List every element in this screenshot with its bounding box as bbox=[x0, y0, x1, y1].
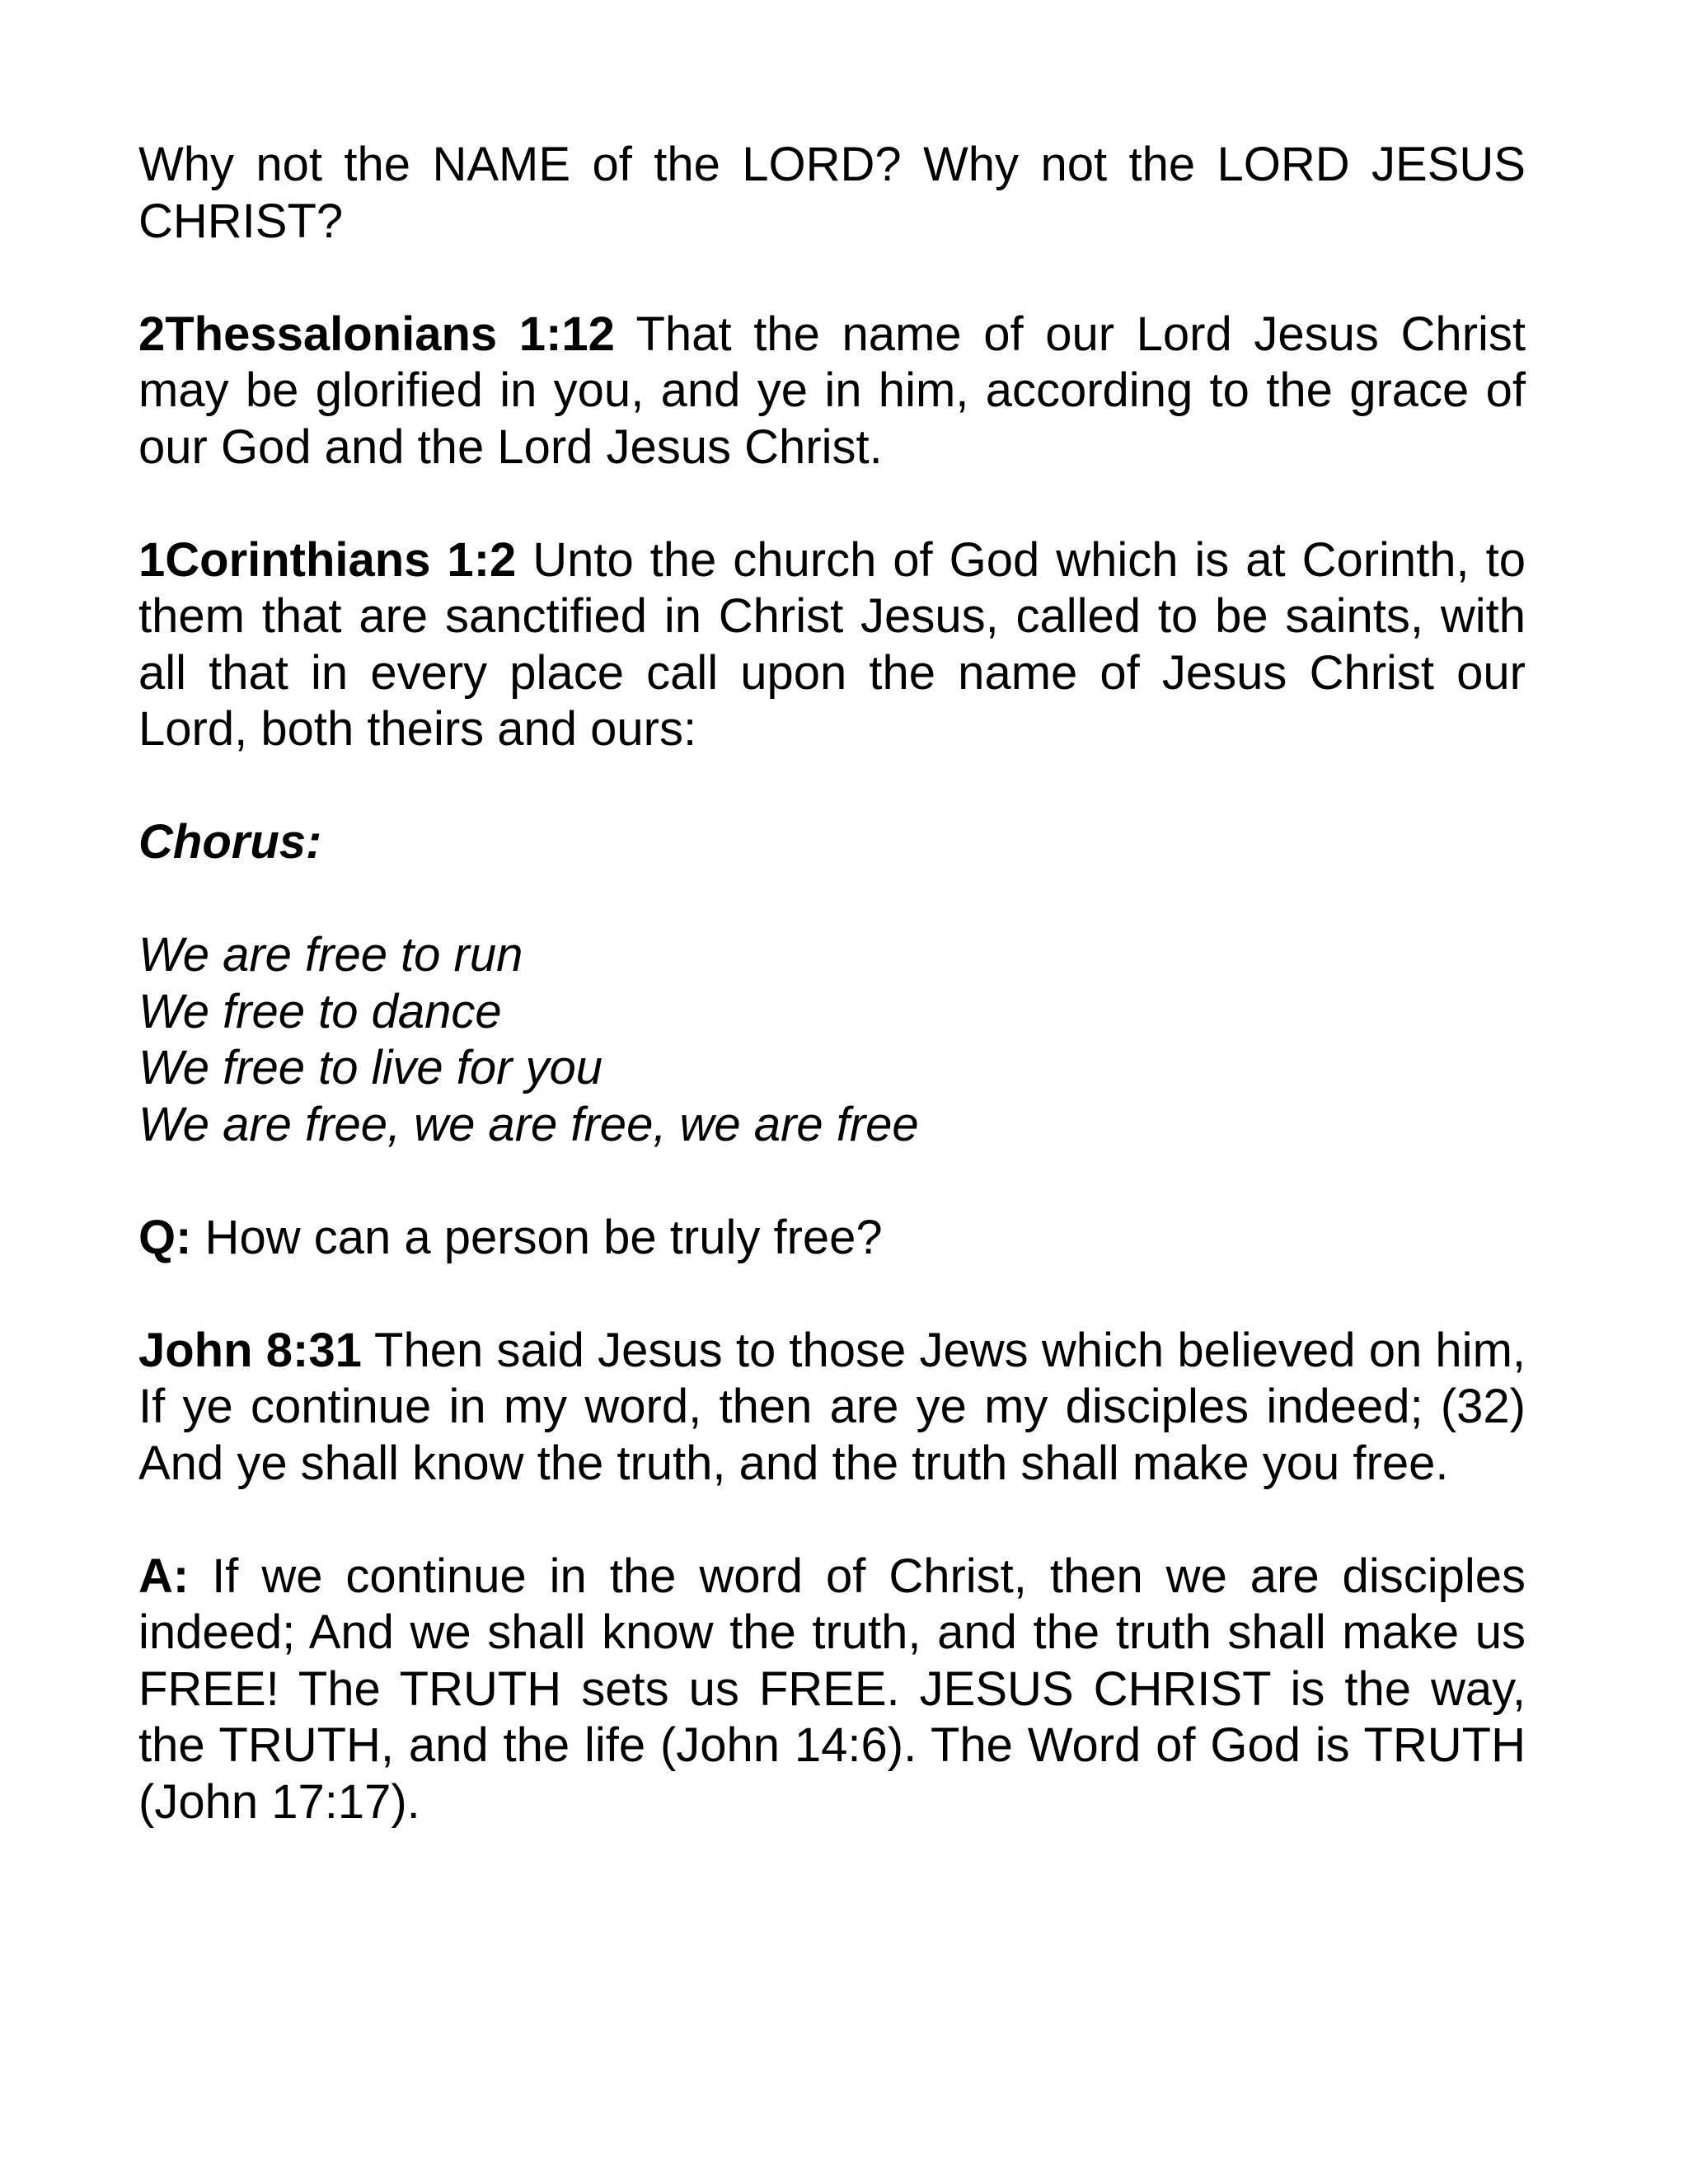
chorus-line: We free to live for you bbox=[138, 1041, 603, 1094]
verse-text: Unto the church of God which is at Corinth, to them that are sanctified in Christ Jesus, called to be saints, with all that in every place call upon the name of Jesus Christ our Lord, both theirs and ours: bbox=[138, 532, 1526, 756]
document-page bbox=[138, 137, 1526, 1887]
intro-text: Why not the NAME of the LORD? Why not the LORD JESUS CHRIST? bbox=[138, 138, 1526, 248]
question-paragraph bbox=[138, 1210, 1526, 1267]
verse-1corinthians bbox=[138, 532, 1526, 758]
chorus-line: We are free, we are free, we are free bbox=[138, 1097, 919, 1151]
chorus-heading: Chorus: bbox=[138, 815, 322, 869]
chorus-line: We are free to run bbox=[138, 928, 523, 982]
verse-reference: 1Corinthians 1:2 bbox=[138, 532, 517, 587]
verse-reference: 2Thessalonians 1:12 bbox=[138, 307, 615, 361]
chorus-line: We free to dance bbox=[138, 984, 502, 1038]
verse-john bbox=[138, 1323, 1526, 1493]
chorus-heading-paragraph bbox=[138, 814, 1526, 871]
verse-text: Then said Jesus to those Jews which believed on him, If ye continue in my word, then are ye my disciples indeed; (32) And ye shall know the truth, and the truth shall make you free. bbox=[138, 1323, 1526, 1490]
chorus-lyrics bbox=[138, 927, 1526, 1153]
answer-text: If we continue in the word of Christ, then we are disciples indeed; And we shall know the truth, and the truth shall make us FREE! The TRUTH sets us FREE. JESUS CHRIST is the way, the TRUTH, and the life (John 14:6). The Word of God is TRUTH (John 17:17). bbox=[138, 1549, 1526, 1829]
verse-reference: John 8:31 bbox=[138, 1323, 362, 1377]
question-text: How can a person be truly free? bbox=[191, 1210, 883, 1264]
verse-2thessalonians bbox=[138, 307, 1526, 476]
verse-text: That the name of our Lord Jesus Christ may be glorified in you, and ye in him, according to the grace of our God and the Lord Jesus Christ. bbox=[138, 307, 1526, 474]
answer-paragraph bbox=[138, 1549, 1526, 1831]
question-label: Q: bbox=[138, 1210, 192, 1264]
answer-label: A: bbox=[138, 1549, 190, 1603]
intro-paragraph bbox=[138, 137, 1526, 250]
